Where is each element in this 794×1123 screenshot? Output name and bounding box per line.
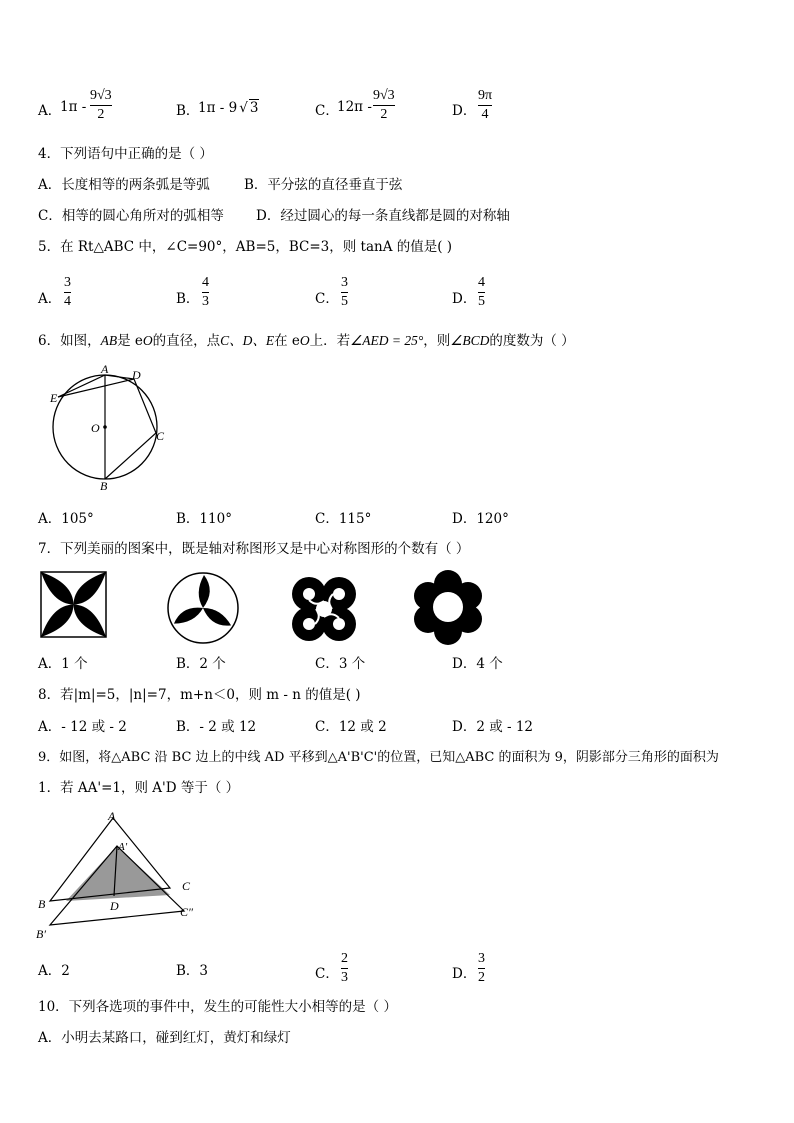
q8-option-b: B．- 2 或 12 xyxy=(176,719,257,735)
q6-o: O xyxy=(299,333,310,348)
q9-label-c: C xyxy=(182,879,191,893)
q9-label-b: B xyxy=(38,897,46,911)
q4-stem: 4．下列语句中正确的是（ ） xyxy=(38,146,213,162)
denominator: 4 xyxy=(64,294,71,309)
numerator: 2 xyxy=(341,951,348,966)
q9-label-a1: A′ xyxy=(118,841,128,853)
q10-option-a: A．小明去某路口，碰到红灯，黄灯和绿灯 xyxy=(38,1030,291,1046)
q5-option-d-fraction xyxy=(478,275,485,310)
q6-ab: AB xyxy=(100,333,118,348)
numerator: 3 xyxy=(478,951,485,966)
q3-option-b-expr: 1π - 9 xyxy=(198,100,238,116)
q7-pattern-square-leaves xyxy=(40,571,107,638)
q6-label-a: A xyxy=(101,362,109,376)
q6-points: C、D、E xyxy=(220,333,275,348)
denominator: 3 xyxy=(341,970,348,985)
denominator: 5 xyxy=(478,294,485,309)
q5-option-a-label: A． xyxy=(38,291,62,307)
q7-option-a: A．1 个 xyxy=(38,656,88,672)
denominator: 3 xyxy=(202,294,209,309)
q10-stem: 10．下列各选项的事件中，发生的可能性大小相等的是（ ） xyxy=(38,999,397,1015)
denominator: 2 xyxy=(478,970,485,985)
q9-stem-line1: 9．如图，将△ABC 沿 BC 边上的中线 AD 平移到△A'B'C'的位置，已知△ABC 的面积为 9，阴影部分三角形的面积为 xyxy=(38,750,719,765)
q3-option-a-fraction xyxy=(90,88,112,123)
q6-option-a: A．105° xyxy=(38,511,94,527)
q6-center-dot xyxy=(103,425,107,429)
q8-option-c: C．12 或 2 xyxy=(315,719,387,735)
q6-stem-part: 6．如图， xyxy=(38,333,101,349)
q5-option-c-label: C． xyxy=(315,291,339,307)
q6-chord-ed xyxy=(58,379,134,397)
q4-option-c: C．相等的圆心角所对的弧相等 xyxy=(38,208,224,224)
q5-option-b-label: B． xyxy=(176,291,200,307)
q9-option-d-fraction xyxy=(478,951,485,986)
denominator: 2 xyxy=(97,107,105,122)
q3-option-c-prefix: 12π - xyxy=(337,99,372,115)
q9-option-c-fraction xyxy=(341,951,348,986)
q6-option-c: C．115° xyxy=(315,511,372,527)
q6-label-c: C xyxy=(156,429,165,443)
q6-stem-part: ，则 xyxy=(423,333,451,349)
denominator: 5 xyxy=(341,294,348,309)
q6-o: O xyxy=(142,333,153,348)
q7-pattern-flower xyxy=(410,569,486,645)
q6-angle2: ∠BCD xyxy=(450,333,490,348)
q8-option-a: A．- 12 或 - 2 xyxy=(38,719,127,735)
q9-triangle-figure xyxy=(36,808,206,943)
q6-label-o: O xyxy=(91,421,100,435)
q7-pattern-interlocked-rings xyxy=(286,571,362,647)
q9-label-a: A xyxy=(108,809,116,823)
numerator: 4 xyxy=(202,275,209,290)
q6-stem-part: 的直径，点 xyxy=(152,333,221,349)
numerator: 3 xyxy=(64,275,71,290)
q5-option-a-fraction xyxy=(64,275,71,310)
q9-option-a: A．2 xyxy=(38,963,70,979)
q4-option-b: B．平分弦的直径垂直于弦 xyxy=(244,177,403,193)
q9-option-c-label: C． xyxy=(315,966,339,982)
q3-option-c-label: C． xyxy=(315,103,339,119)
q3-option-c-fraction xyxy=(373,88,395,123)
q6-circle-figure xyxy=(40,360,180,495)
q9-label-c1: C″ xyxy=(180,905,194,919)
q6-label-e: E xyxy=(50,391,58,405)
q9-stem-line2: 1．若 AA'=1，则 A'D 等于（ ） xyxy=(38,780,240,796)
q9-label-b1: B′ xyxy=(36,927,46,941)
q6-option-d: D．120° xyxy=(452,511,509,527)
q3-option-b-text: 1π - 9 √ 3 xyxy=(198,100,259,116)
q7-option-d: D．4 个 xyxy=(452,656,503,672)
q3-option-a-prefix: 1π - xyxy=(60,99,87,115)
q4-option-d: D．经过圆心的每一条直线都是圆的对称轴 xyxy=(256,208,510,224)
numerator: 4 xyxy=(478,275,485,290)
q6-option-b: B．110° xyxy=(176,511,232,527)
numerator: 9√3 xyxy=(90,88,112,103)
numerator: 9π xyxy=(478,88,493,103)
q9-option-d-label: D． xyxy=(452,966,477,982)
q4-option-a: A．长度相等的两条弧是等弧 xyxy=(38,177,210,193)
q7-option-b: B．2 个 xyxy=(176,656,226,672)
q6-angle: ∠AED = 25° xyxy=(350,333,424,348)
q6-stem-part: 在 e xyxy=(274,333,300,349)
q3-option-a-label: A． xyxy=(38,103,62,119)
q6-stem-part: 的度数为（ ） xyxy=(489,333,575,349)
q7-option-c: C．3 个 xyxy=(315,656,366,672)
q3-option-d-label: D． xyxy=(452,103,477,119)
q8-option-d: D．2 或 - 12 xyxy=(452,719,534,735)
numerator: 9√3 xyxy=(373,88,395,103)
q6-stem-part: 是 e xyxy=(117,333,143,349)
q3-option-d-fraction xyxy=(478,88,492,123)
denominator: 4 xyxy=(481,107,489,122)
q7-stem: 7．下列美丽的图案中，既是轴对称图形又是中心对称图形的个数有（ ） xyxy=(38,541,470,557)
q7-pattern-circle-blades xyxy=(166,571,240,645)
q5-stem: 5．在 Rt△ABC 中，∠C=90°，AB=5，BC=3，则 tanA 的值是( ) xyxy=(38,239,453,255)
q3-option-b-label: B． xyxy=(176,103,200,119)
q6-label-b: B xyxy=(100,479,108,493)
q9-option-b: B．3 xyxy=(176,963,209,979)
denominator: 2 xyxy=(380,107,388,122)
q6-stem-part: 上．若 xyxy=(309,333,351,349)
q9-label-d: D xyxy=(110,899,119,913)
q5-option-d-label: D． xyxy=(452,291,477,307)
numerator: 3 xyxy=(341,275,348,290)
q8-stem: 8．若|m|=5，|n|=7，m+n＜0，则 m - n 的值是( ) xyxy=(38,687,361,703)
q6-stem xyxy=(38,332,575,350)
q9-shaded-triangle xyxy=(66,846,170,901)
q6-label-d: D xyxy=(132,368,141,382)
q3-option-b-radicand: 3 xyxy=(249,100,259,116)
q5-option-c-fraction xyxy=(341,275,348,310)
q5-option-b-fraction xyxy=(202,275,209,310)
